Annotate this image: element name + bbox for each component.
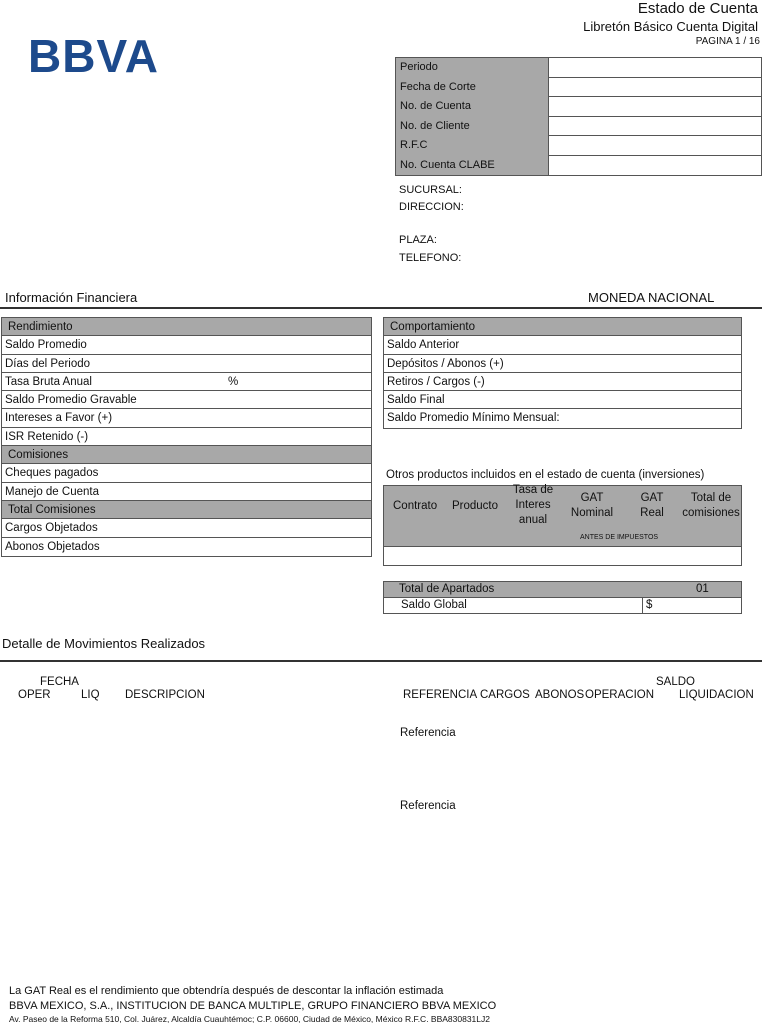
comisiones-header: Comisiones (2, 446, 371, 464)
branch-telefono: TELEFONO: (399, 252, 462, 264)
account-value (549, 117, 761, 137)
comportamiento-row: Retiros / Cargos (-) (384, 373, 741, 391)
saldo-global-row (384, 598, 741, 613)
account-value (549, 97, 761, 117)
account-label: No. de Cliente (396, 117, 549, 137)
col-descripcion: DESCRIPCION (125, 689, 205, 701)
rendimiento-row (2, 373, 371, 391)
col-operacion: OPERACION (585, 689, 655, 701)
total-apartados-value: 01 (696, 583, 709, 595)
document-title: Estado de Cuenta (637, 0, 758, 17)
comportamiento-table (383, 317, 742, 429)
total-apartados-label: Total de Apartados (399, 583, 495, 595)
apartados-table (383, 581, 742, 614)
col-cargos: CARGOS (480, 689, 530, 701)
account-label: Fecha de Corte (396, 78, 549, 98)
objetados-row: Cargos Objetados (2, 519, 371, 537)
comportamiento-row: Saldo Promedio Mínimo Mensual: (387, 412, 560, 425)
rendimiento-header: Rendimiento (2, 318, 371, 336)
rendimiento-label: Tasa Bruta Anual (5, 375, 92, 388)
section-divider (0, 307, 762, 309)
col-oper: OPER (18, 689, 51, 701)
rendimiento-row: Saldo Promedio (2, 336, 371, 354)
rendimiento-row: Días del Periodo (2, 355, 371, 373)
account-label: R.F.C (396, 136, 549, 156)
page-number: PAGINA 1 / 16 (695, 36, 760, 47)
col-saldo: SALDO (656, 676, 695, 688)
comportamiento-row: Depósitos / Abonos (+) (384, 355, 741, 373)
saldo-divider (642, 598, 643, 613)
account-label: No. Cuenta CLABE (396, 156, 549, 176)
comportamiento-row: Saldo Anterior (384, 336, 741, 354)
comportamiento-header: Comportamiento (384, 318, 741, 336)
account-row (396, 117, 761, 137)
branch-plaza: PLAZA: (399, 234, 437, 246)
comportamiento-row: Saldo Final (384, 391, 741, 409)
col-liquidacion: LIQUIDACION (679, 689, 754, 701)
antes-de-impuestos: ANTES DE IMPUESTOS (580, 534, 659, 541)
col-contrato: Contrato (393, 500, 438, 512)
investments-header (383, 485, 742, 547)
otros-productos-title: Otros productos incluidos en el estado de cuenta (inversiones) (386, 469, 705, 481)
col-gat-nominal: GAT Nominal (570, 492, 614, 519)
svg-text:BBVA: BBVA (28, 30, 159, 78)
account-row (396, 97, 761, 117)
gat-real-note: La GAT Real es el rendimiento que obtendría después de descontar la inflación estimada (9, 985, 444, 997)
account-value (549, 78, 761, 98)
financial-info-title: Información Financiera (5, 290, 138, 305)
comisiones-row: Cheques pagados (2, 464, 371, 482)
account-row (396, 156, 761, 176)
objetados-row: Abonos Objetados (5, 540, 100, 553)
account-row (396, 78, 761, 98)
bank-address: Av. Paseo de la Reforma 510, Col. Juárez, Alcaldía Cuauhtémoc; C.P. 06600, Ciudad de México, México R.F.C. BBA830831LJ2 (9, 1014, 490, 1024)
movement-reference: Referencia (400, 800, 456, 812)
col-referencia: REFERENCIA (403, 689, 478, 701)
account-label: No. de Cuenta (396, 97, 549, 117)
account-label: Periodo (396, 58, 549, 78)
branch-direccion: DIRECCION: (399, 201, 464, 213)
bank-legal-name: BBVA MEXICO, S.A., INSTITUCION DE BANCA MULTIPLE, GRUPO FINANCIERO BBVA MEXICO (9, 1000, 497, 1012)
document-subtitle: Libretón Básico Cuenta Digital (583, 19, 758, 34)
col-producto: Producto (452, 500, 499, 512)
movimientos-divider (0, 660, 762, 662)
rendimiento-row: Saldo Promedio Gravable (2, 391, 371, 409)
col-total-comisiones: Total de comisiones (682, 492, 740, 519)
total-comisiones: Total Comisiones (2, 501, 371, 519)
total-apartados-row (384, 582, 741, 598)
col-fecha: FECHA (40, 676, 79, 688)
comisiones-row: Manejo de Cuenta (2, 483, 371, 501)
account-row (396, 136, 761, 156)
percent-sign: % (228, 375, 239, 388)
account-value (549, 58, 761, 78)
rendimiento-table (1, 317, 372, 557)
account-info-table (395, 57, 762, 176)
account-row (396, 58, 761, 78)
account-value (549, 156, 761, 176)
saldo-currency: $ (646, 599, 653, 611)
investments-empty-row (383, 547, 742, 566)
col-tasa: Tasa de Interes anual (512, 484, 554, 526)
account-value (549, 136, 761, 156)
currency-label: MONEDA NACIONAL (588, 290, 715, 305)
saldo-global-label: Saldo Global (401, 599, 467, 611)
movimientos-title: Detalle de Movimientos Realizados (2, 636, 206, 651)
movimientos-header (0, 672, 768, 712)
rendimiento-row: ISR Retenido (-) (2, 428, 371, 446)
rendimiento-row: Intereses a Favor (+) (2, 409, 371, 427)
bbva-logo (28, 30, 168, 78)
col-liq: LIQ (81, 689, 100, 701)
col-gat-real: GAT Real (640, 492, 664, 519)
movement-reference: Referencia (400, 727, 456, 739)
branch-sucursal: SUCURSAL: (399, 184, 462, 196)
col-abonos: ABONOS (535, 689, 585, 701)
